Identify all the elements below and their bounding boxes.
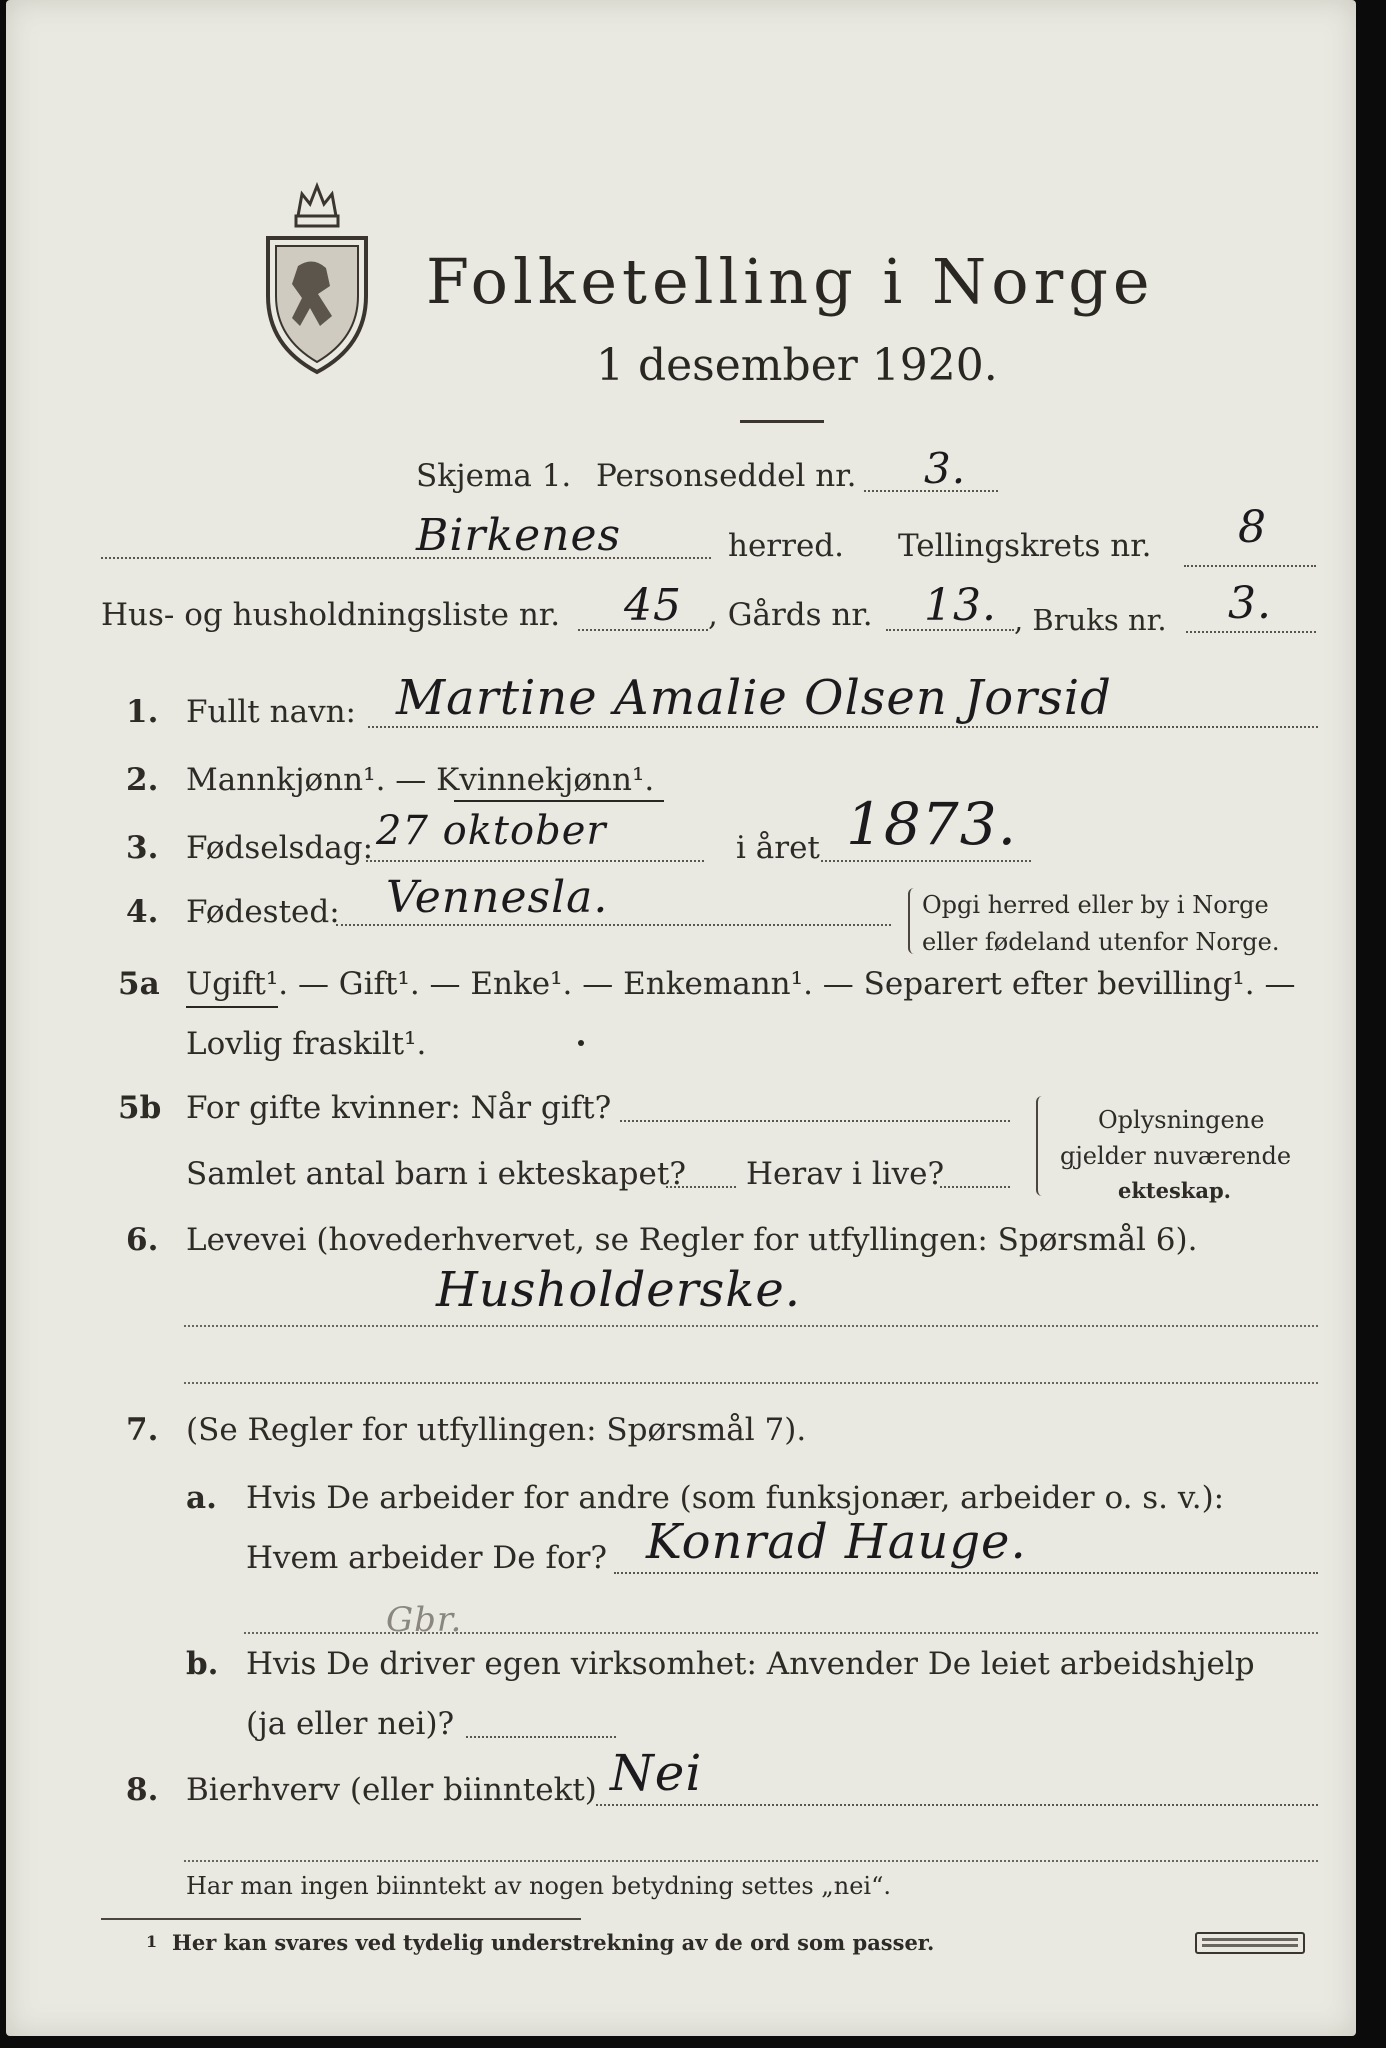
- personseddel-label: Personseddel nr.: [596, 458, 857, 494]
- herred-label: herred.: [728, 528, 844, 564]
- q8-number: 8.: [126, 1772, 159, 1808]
- q7a-annotation: Gbr.: [386, 1600, 463, 1640]
- q7b-line2: (ja eller nei)?: [246, 1706, 455, 1742]
- footnote-divider: [101, 1918, 581, 1920]
- q3-birth-year: 1873.: [846, 790, 1018, 858]
- census-form: [6, 0, 1356, 2036]
- q4-label: Fødested:: [186, 894, 340, 930]
- q7-number: 7.: [126, 1412, 159, 1448]
- q7a-line2: Hvem arbeider De for?: [246, 1540, 608, 1576]
- q5b-note-line1: Oplysningene: [1098, 1106, 1265, 1134]
- gards-value: 13.: [924, 580, 997, 631]
- q3-year-label: i året: [736, 830, 820, 866]
- q5b-note-line2: gjelder nuværende: [1060, 1142, 1292, 1170]
- q4-birthplace: Vennesla.: [386, 872, 609, 923]
- q7a-employer: Konrad Hauge.: [646, 1514, 1027, 1570]
- q4-note-line1: Opgi herred eller by i Norge: [922, 891, 1269, 919]
- herred-value: Birkenes: [416, 510, 622, 561]
- q7-label: (Se Regler for utfyllingen: Spørsmål 7).: [186, 1412, 807, 1448]
- bruks-label: , Bruks nr.: [1014, 603, 1167, 637]
- q5b-number: 5b: [118, 1090, 162, 1126]
- q5b-line1: For gifte kvinner: Når gift?: [186, 1090, 612, 1126]
- schema-label: Skjema 1.: [416, 458, 572, 494]
- q2-label: Mannkjønn¹. — Kvinnekjønn¹.: [186, 762, 655, 798]
- q3-label: Fødselsdag:: [186, 830, 374, 866]
- q7a-letter: a.: [186, 1480, 217, 1516]
- q7b-letter: b.: [186, 1646, 219, 1682]
- census-date: 1 desember 1920.: [596, 340, 998, 391]
- bruks-value: 3.: [1228, 578, 1272, 629]
- q4-note-line2: eller fødeland utenfor Norge.: [922, 928, 1280, 956]
- q1-full-name: Martine Amalie Olsen Jorsid: [396, 670, 1112, 726]
- footnote-mark: 1: [146, 1932, 158, 1951]
- q2-underline: [454, 800, 664, 802]
- q5b-line2b: Herav i live?: [746, 1156, 945, 1192]
- q5b-note-line3: ekteskap.: [1118, 1178, 1231, 1203]
- q5a-number: 5a: [118, 966, 160, 1002]
- q1-number: 1.: [126, 694, 159, 730]
- hus-value: 45: [624, 580, 682, 631]
- ink-mark: [578, 1040, 584, 1046]
- coat-of-arms-icon: [258, 176, 376, 376]
- q7b-line1: Hvis De driver egen virksomhet: Anvender De leiet arbeidshjelp: [246, 1646, 1255, 1682]
- q6-number: 6.: [126, 1222, 159, 1258]
- q6-label: Levevei (hovederhvervet, se Regler for utfyllingen: Spørsmål 6).: [186, 1222, 1198, 1258]
- q3-birth-day: 27 oktober: [376, 808, 607, 854]
- footnote-text: Her kan svares ved tydelig understrekning av de ord som passer.: [172, 1930, 935, 1955]
- q3-number: 3.: [126, 830, 159, 866]
- tellingskrets-label: Tellingskrets nr.: [898, 528, 1152, 564]
- hus-label: Hus- og husholdningsliste nr.: [101, 597, 561, 633]
- title-divider: [740, 420, 824, 423]
- q5a-line2: Lovlig fraskilt¹.: [186, 1026, 427, 1062]
- q5b-line2a: Samlet antal barn i ekteskapet?: [186, 1156, 686, 1192]
- q2-number: 2.: [126, 762, 159, 798]
- q5a-underline: [186, 1006, 278, 1008]
- q4-number: 4.: [126, 894, 159, 930]
- q7a-line1: Hvis De arbeider for andre (som funksjonær, arbeider o. s. v.):: [246, 1480, 1225, 1516]
- q5a-line1: Ugift¹. — Gift¹. — Enke¹. — Enkemann¹. — Separert efter bevilling¹. —: [186, 966, 1296, 1002]
- q8-label: Bierhverv (eller biinntekt): [186, 1772, 597, 1808]
- q1-label: Fullt navn:: [186, 694, 356, 730]
- tellingskrets-value: 8: [1238, 502, 1267, 553]
- gards-label: , Gårds nr.: [708, 597, 873, 633]
- printer-stamp-icon: [1194, 1930, 1306, 1956]
- q6-occupation: Husholderske.: [436, 1262, 802, 1318]
- personseddel-value: 3.: [924, 444, 967, 493]
- form-title: Folketelling i Norge: [426, 245, 1155, 318]
- footer-note: Har man ingen biinntekt av nogen betydning settes „nei“.: [186, 1872, 891, 1900]
- q8-side-income: Nei: [610, 1744, 703, 1802]
